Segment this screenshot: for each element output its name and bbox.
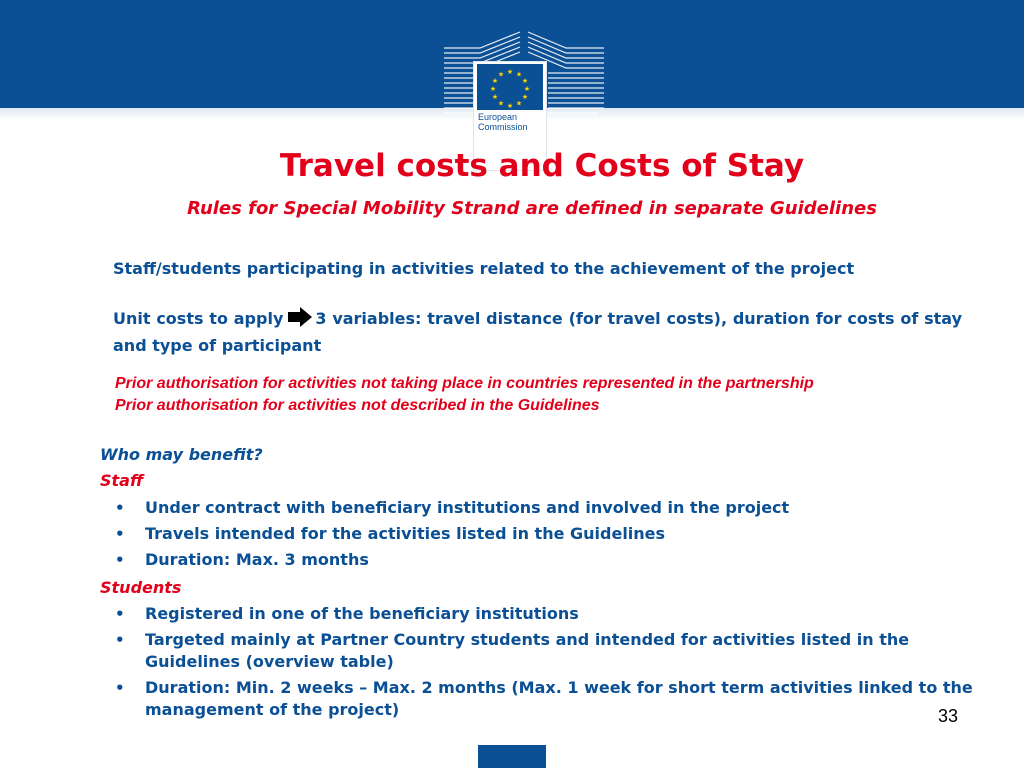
intro-paragraph-1: Staff/students participating in activities related to the achievement of the project (113, 259, 855, 278)
bullet-icon: • (115, 679, 125, 697)
staff-heading: Staff (100, 471, 144, 490)
list-item: • Targeted mainly at Partner Country students and intended for activities listed in the Guidelines (overview table) (115, 630, 910, 671)
european-commission-logo (440, 28, 608, 144)
bullet-icon: • (115, 631, 125, 649)
students-list (100, 603, 980, 725)
staff-list (100, 497, 980, 575)
page-number: 33 (938, 706, 959, 726)
bullet-icon: • (115, 551, 125, 569)
list-item: • Under contract with beneficiary institutions and involved in the project (115, 498, 790, 517)
svg-text:★: ★ (523, 85, 531, 93)
svg-text:★: ★ (506, 68, 514, 76)
svg-text:★: ★ (506, 102, 514, 110)
slide-title: Travel costs and Costs of Stay (279, 148, 805, 184)
svg-text:★: ★ (521, 93, 529, 101)
who-may-benefit-heading: Who may benefit? (100, 445, 263, 464)
svg-text:★: ★ (491, 93, 499, 101)
svg-text:★: ★ (491, 77, 499, 85)
logo-text-line2: Commission (478, 122, 528, 132)
svg-text:★: ★ (515, 70, 523, 79)
bullet-icon: • (115, 525, 125, 543)
notice-guidelines: Prior authorisation for activities not described in the Guidelines (115, 397, 600, 414)
logo-label (478, 112, 544, 132)
svg-text:★: ★ (497, 70, 505, 79)
slide-subtitle: Rules for Special Mobility Strand are defined in separate Guidelines (187, 198, 877, 219)
list-item: • Registered in one of the beneficiary institutions (115, 604, 579, 623)
students-heading: Students (100, 578, 182, 597)
list-item: • Travels intended for the activities listed in the Guidelines (115, 524, 666, 543)
unit-costs-text: Unit costs to apply (113, 309, 284, 328)
list-item: • Duration: Max. 3 months (115, 550, 369, 569)
variables-text: 3 variables: travel distance (for travel costs), duration for costs of stay and type of participant (113, 309, 962, 355)
svg-text:★: ★ (489, 85, 497, 93)
intro-paragraph-2 (113, 306, 962, 357)
bullet-icon: • (115, 499, 125, 517)
svg-text:★: ★ (521, 77, 529, 85)
svg-text:★: ★ (515, 99, 523, 108)
logo-text-line1: European (478, 112, 518, 122)
list-item: • Duration: Min. 2 weeks – Max. 2 months (Max. 1 week for short term activities linked to the management of the project) (115, 678, 973, 719)
eu-flag-icon (477, 64, 543, 110)
notice-partnership: Prior authorisation for activities not taking place in countries represented in the partnership (115, 375, 814, 392)
footer-flag-strip (478, 745, 546, 768)
right-arrow-icon (287, 306, 313, 334)
svg-text:★: ★ (497, 99, 505, 108)
bullet-icon: • (115, 605, 125, 623)
